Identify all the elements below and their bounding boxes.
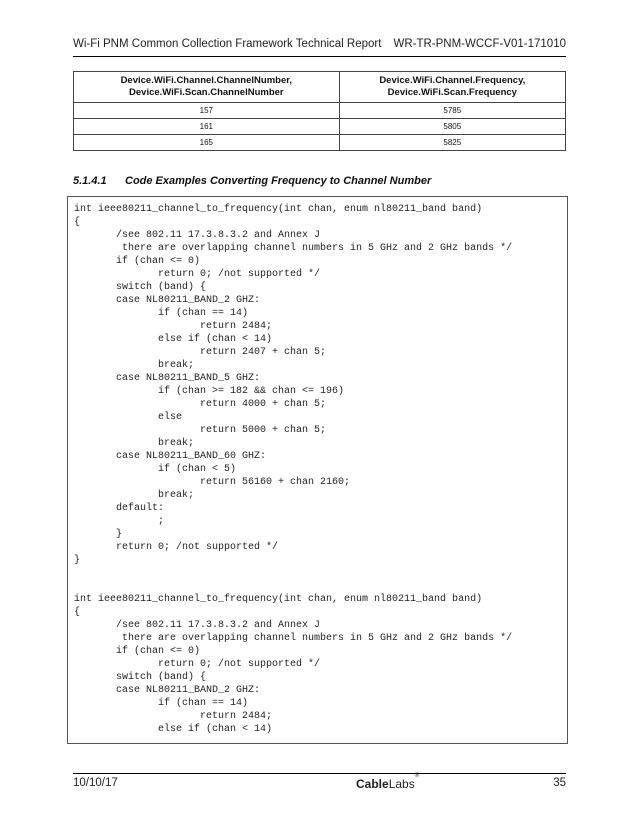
code-line: there are overlapping channel numbers in 5 GHz and 2 GHz bands */ — [74, 633, 513, 644]
code-line: break; — [74, 438, 195, 449]
code-line: return 0; /not supported */ — [74, 542, 279, 553]
code-line: else if (chan < 14) — [74, 334, 273, 345]
code-line: return 2484; — [74, 711, 273, 722]
code-line: return 4000 + chan 5; — [74, 399, 327, 410]
code-line: int ieee80211_channel_to_frequency(int chan, enum nl80211_band band) — [74, 594, 483, 605]
channel-frequency-table — [73, 71, 566, 151]
code-line: switch (band) { — [74, 672, 207, 683]
logo-bold-text: Cable — [356, 777, 389, 791]
col2-header-line2: Device.WiFi.Scan.Frequency — [387, 87, 517, 98]
code-line: } — [74, 529, 123, 540]
code-line: /see 802.11 17.3.8.3.2 and Annex J — [74, 620, 321, 631]
code-line: } — [74, 555, 81, 566]
code-line: return 0; /not supported */ — [74, 269, 321, 280]
channel-cell: 161 — [74, 119, 340, 135]
code-line: return 56160 + chan 2160; — [74, 477, 351, 488]
code-line: case NL80211_BAND_5 GHZ: — [74, 373, 261, 384]
channel-cell: 165 — [74, 135, 340, 151]
code-line: break; — [74, 360, 195, 371]
table-header-row — [74, 72, 566, 103]
frequency-column-header — [339, 72, 565, 103]
page-number: 35 — [553, 777, 566, 789]
col2-header-line1: Device.WiFi.Channel.Frequency, — [379, 75, 526, 86]
table-row — [74, 103, 566, 119]
section-heading — [73, 175, 431, 187]
code-line: default: — [74, 503, 165, 514]
code-line: if (chan <= 0) — [74, 256, 201, 267]
code-line: else — [74, 412, 183, 423]
footer-divider — [73, 773, 566, 774]
code-line: ; — [74, 516, 165, 527]
page-footer — [73, 773, 566, 793]
code-line: break; — [74, 490, 195, 501]
code-line: int ieee80211_channel_to_frequency(int chan, enum nl80211_band band) — [74, 204, 483, 215]
code-line: { — [74, 217, 81, 228]
col1-header-line1: Device.WiFi.Channel.ChannelNumber, — [120, 75, 293, 86]
code-line: if (chan <= 0) — [74, 646, 201, 657]
channel-cell: 157 — [74, 103, 340, 119]
code-line: return 5000 + chan 5; — [74, 425, 327, 436]
code-line: return 0; /not supported */ — [74, 659, 321, 670]
code-listing — [67, 196, 568, 744]
code-line: case NL80211_BAND_60 GHZ: — [74, 451, 267, 462]
code-line: { — [74, 607, 81, 618]
header-report-title: Wi-Fi PNM Common Collection Framework Technical Report — [73, 38, 382, 50]
footer-date: 10/10/17 — [73, 777, 118, 789]
code-line: if (chan == 14) — [74, 698, 249, 709]
header-divider — [73, 56, 566, 57]
table-row — [74, 135, 566, 151]
registered-mark: ® — [414, 773, 420, 779]
code-line: else if (chan < 14) — [74, 724, 273, 735]
col1-header-line2: Device.WiFi.Scan.ChannelNumber — [129, 87, 284, 98]
code-line: switch (band) { — [74, 282, 207, 293]
logo-regular-text: Labs — [388, 777, 415, 791]
cablelabs-logo — [356, 773, 420, 791]
frequency-cell: 5825 — [339, 135, 565, 151]
code-line: /see 802.11 17.3.8.3.2 and Annex J — [74, 230, 321, 241]
code-line: if (chan == 14) — [74, 308, 249, 319]
code-line: if (chan < 5) — [74, 464, 237, 475]
code-line: return 2484; — [74, 321, 273, 332]
code-line: case NL80211_BAND_2 GHZ: — [74, 685, 261, 696]
frequency-cell: 5805 — [339, 119, 565, 135]
channel-number-column-header — [74, 72, 340, 103]
table-row — [74, 119, 566, 135]
code-line: return 2407 + chan 5; — [74, 347, 327, 358]
section-number: 5.1.4.1 — [73, 175, 107, 187]
section-title: Code Examples Converting Frequency to Channel Number — [125, 175, 432, 187]
code-line: case NL80211_BAND_2 GHZ: — [74, 295, 261, 306]
page-header — [73, 38, 566, 50]
code-line: there are overlapping channel numbers in 5 GHz and 2 GHz bands */ — [74, 243, 513, 254]
header-document-id: WR-TR-PNM-WCCF-V01-171010 — [393, 38, 566, 50]
code-line: if (chan >= 182 && chan <= 196) — [74, 386, 345, 397]
frequency-cell: 5785 — [339, 103, 565, 119]
